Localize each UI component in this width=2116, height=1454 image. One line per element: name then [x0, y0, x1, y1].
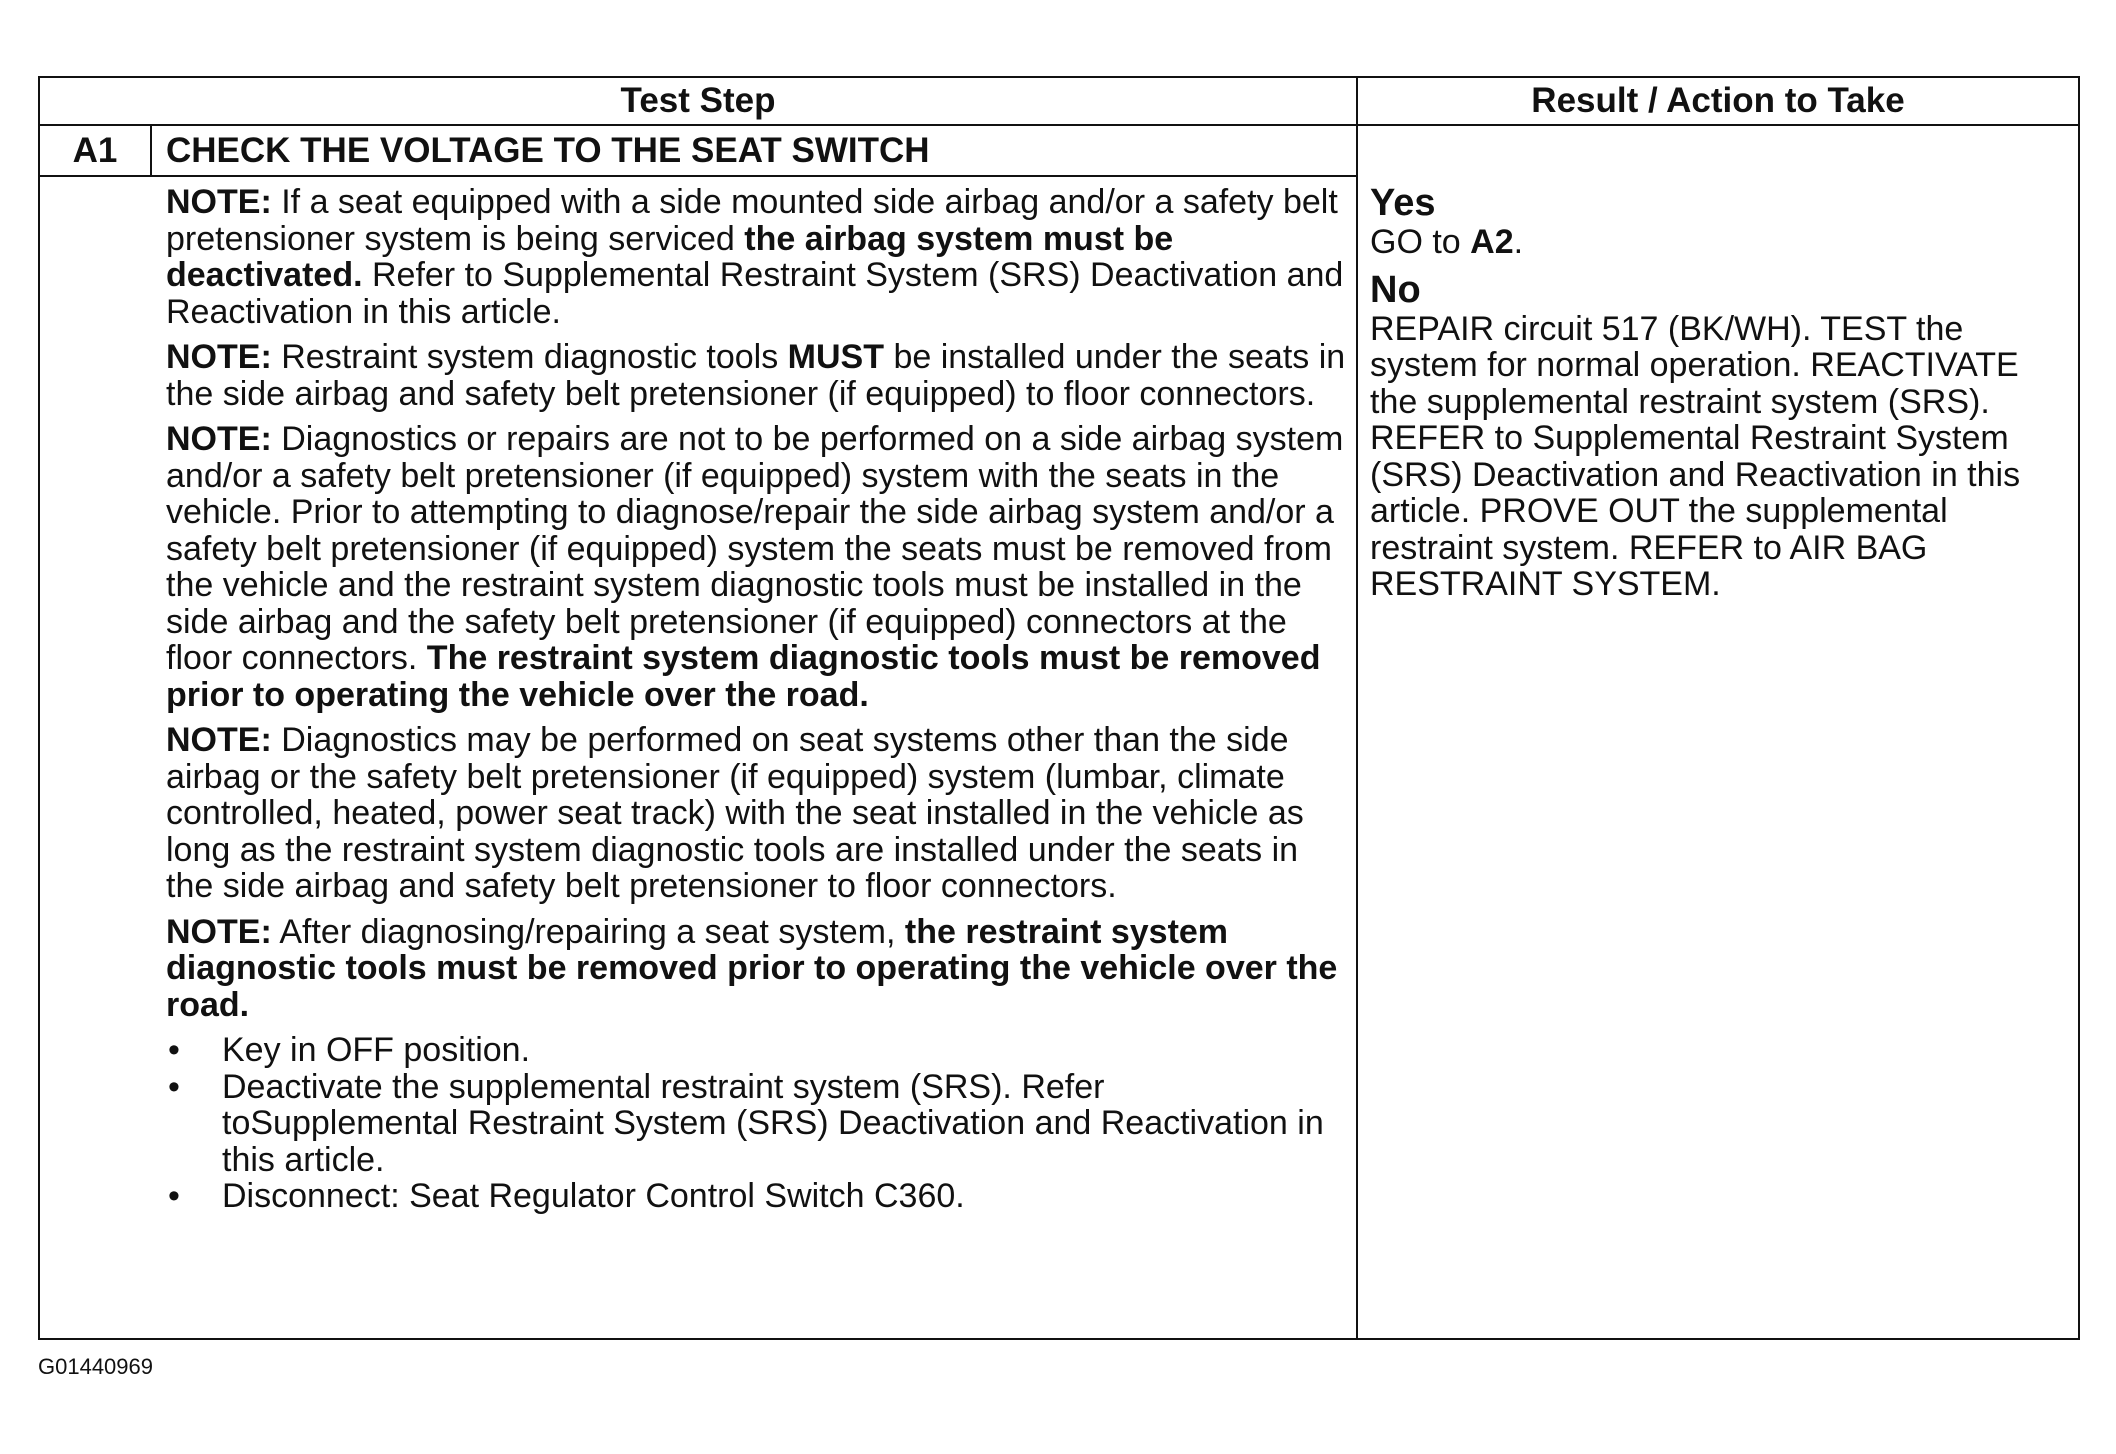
bullet-icon: • [168, 1031, 180, 1069]
list-item-text: Key in OFF position. [222, 1031, 531, 1069]
header-test-step: Test Step [620, 81, 776, 120]
note-paragraph [166, 421, 1346, 713]
note-text: Diagnostics or repairs are not to be performed on a side airbag system and/or a safety belt pretensioner (if equipped) system with the seats in the vehicle. Prior to attempting to diagnose/repair the side airbag system and/or a safety belt pretensioner (if equipped) system the seats must be removed from the vehicle and the restraint system diagnostic tools must be installed in the side airbag and the safety belt pretensioner (if equipped) connectors at the floor connectors. [166, 420, 1344, 677]
bullet-icon: • [168, 1067, 180, 1106]
note-text: Restraint system diagnostic tools [271, 338, 788, 376]
result-no-label: No [1370, 268, 1421, 311]
test-step-table [38, 76, 2080, 1340]
header-rule-right [1358, 124, 2078, 126]
note-label: NOTE: [166, 338, 272, 376]
note-text: Diagnostics may be performed on seat systems other than the side airbag or the safety belt pretensioner (if equipped) system (lumbar, climate controlled, heated, power seat track) with the seat installed in the vehicle as long as the restraint system diagnostic tools are installed under the seats in the side airbag and safety belt pretensioner to floor connectors. [166, 721, 1304, 905]
header-result-action: Result / Action to Take [1531, 81, 1905, 120]
figure-id: G01440969 [38, 1354, 153, 1379]
note-paragraph [166, 722, 1346, 905]
result-yes-label: Yes [1370, 182, 1436, 224]
note-text: Refer to Supplemental Restraint System (SRS) Deactivation and Reactivation in this article. [166, 256, 1344, 331]
note-label: NOTE: [166, 183, 272, 221]
note-label: NOTE: [166, 721, 272, 759]
step-id: A1 [72, 131, 118, 170]
note-paragraph [166, 914, 1346, 1024]
list-item [166, 1032, 1346, 1069]
list-item [166, 1178, 1346, 1215]
step-title: CHECK THE VOLTAGE TO THE SEAT SWITCH [166, 131, 930, 170]
action-list [166, 1032, 1346, 1215]
note-emphasis: The restraint system diagnostic tools must be removed prior to operating the vehicle over the road. [166, 639, 1321, 714]
yes-target-step: A2 [1470, 223, 1514, 261]
yes-action-text: GO to [1370, 223, 1471, 261]
note-label: NOTE: [166, 420, 272, 458]
note-text: After diagnosing/repairing a seat system, [271, 912, 905, 951]
note-label: NOTE: [166, 912, 272, 951]
list-item-text: Disconnect: Seat Regulator Control Switch C360. [222, 1177, 965, 1215]
note-emphasis: the restraint system diagnostic tools must be removed prior to operating the vehicle over the road. [166, 912, 1338, 1024]
result-yes-action [1370, 224, 2070, 261]
step-title-rule [40, 175, 1356, 177]
note-paragraph [166, 339, 1346, 412]
result-action-cell [1370, 182, 2070, 611]
list-item [166, 1069, 1346, 1179]
note-emphasis: MUST [787, 338, 884, 376]
note-text: If a seat equipped with a side mounted side airbag and/or a safety belt pretensioner system is being serviced [166, 183, 1338, 258]
list-item-text: Deactivate the supplemental restraint system (SRS). Refer toSupplemental Restraint System (SRS) Deactivation and Reactivation in this article. [222, 1067, 1324, 1179]
step-instructions [166, 184, 1346, 1215]
note-emphasis: the airbag system must be deactivated. [166, 219, 1174, 294]
bullet-icon: • [168, 1177, 180, 1215]
result-no-action: REPAIR circuit 517 (BK/WH). TEST the system for normal operation. REACTIVATE the supplemental restraint system (SRS). REFER to Supplemental Restraint System (SRS) Deactivation and Reactivation in this article. PROVE OUT the supplemental restraint system. REFER to AIR BAG RESTRAINT SYSTEM. [1370, 309, 2021, 603]
note-paragraph [166, 184, 1346, 330]
note-text: be installed under the seats in the side airbag and safety belt pretensioner (if equipped) to floor connectors. [166, 338, 1346, 413]
step-id-divider [150, 126, 152, 175]
yes-action-suffix: . [1513, 223, 1524, 261]
column-divider [1356, 78, 1358, 1338]
